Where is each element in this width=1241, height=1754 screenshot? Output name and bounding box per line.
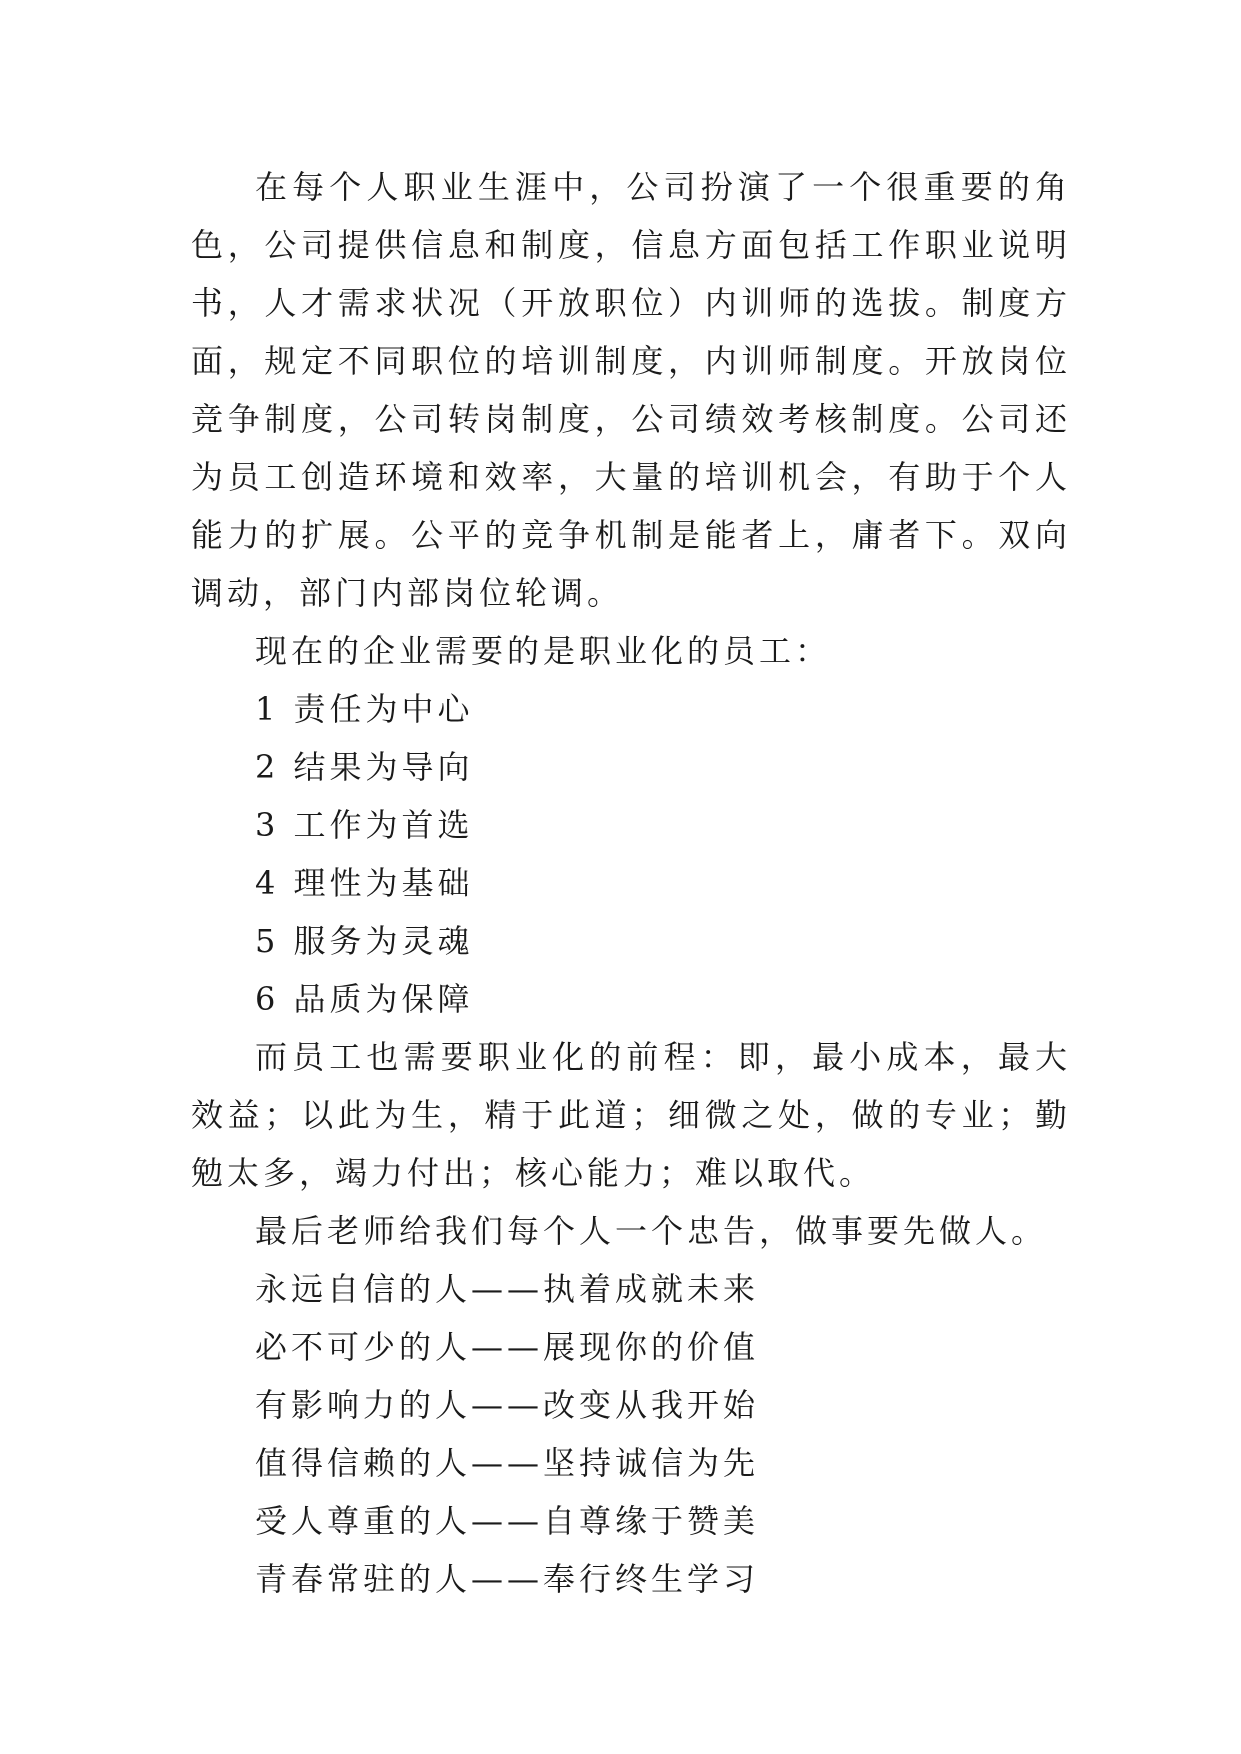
document-body: [191, 158, 1071, 1608]
list-item: 3 工作为首选: [255, 806, 474, 844]
advice-list: [191, 1260, 1071, 1608]
list-item: 1 责任为中心: [255, 690, 474, 728]
list-item: 4 理性为基础: [255, 864, 474, 902]
advice-line: 青春常驻的人——奉行终生学习: [255, 1560, 760, 1598]
advice-line: 永远自信的人——执着成就未来: [255, 1270, 760, 1308]
professional-traits-list: [191, 680, 1071, 1028]
list-item: 6 品质为保障: [255, 980, 474, 1018]
advice-line: 有影响力的人——改变从我开始: [255, 1386, 760, 1424]
list-item: 2 结果为导向: [255, 748, 474, 786]
list-item: 5 服务为灵魂: [255, 922, 474, 960]
advice-line: 必不可少的人——展现你的价值: [255, 1328, 760, 1366]
paragraph-professional-staff-intro: 现在的企业需要的是职业化的员工：: [255, 632, 832, 670]
advice-line: 值得信赖的人——坚持诚信为先: [255, 1444, 760, 1482]
advice-line: 受人尊重的人——自尊缘于赞美: [255, 1502, 760, 1540]
paragraph-career-path: 而员工也需要职业化的前程：即，最小成本，最大效益；以此为生，精于此道；细微之处，做的专业；勤勉太多，竭力付出；核心能力；难以取代。: [191, 1038, 1071, 1192]
paragraph-advice-intro: 最后老师给我们每个人一个忠告，做事要先做人。: [255, 1212, 1048, 1250]
paragraph-company-role: 在每个人职业生涯中，公司扮演了一个很重要的角色，公司提供信息和制度，信息方面包括工作职业说明书，人才需求状况（开放职位）内训师的选拔。制度方面，规定不同职位的培训制度，内训师制度。开放岗位竞争制度，公司转岗制度，公司绩效考核制度。公司还为员工创造环境和效率，大量的培训机会，有助于个人能力的扩展。公平的竞争机制是能者上，庸者下。双向调动，部门内部岗位轮调。: [191, 168, 1071, 612]
